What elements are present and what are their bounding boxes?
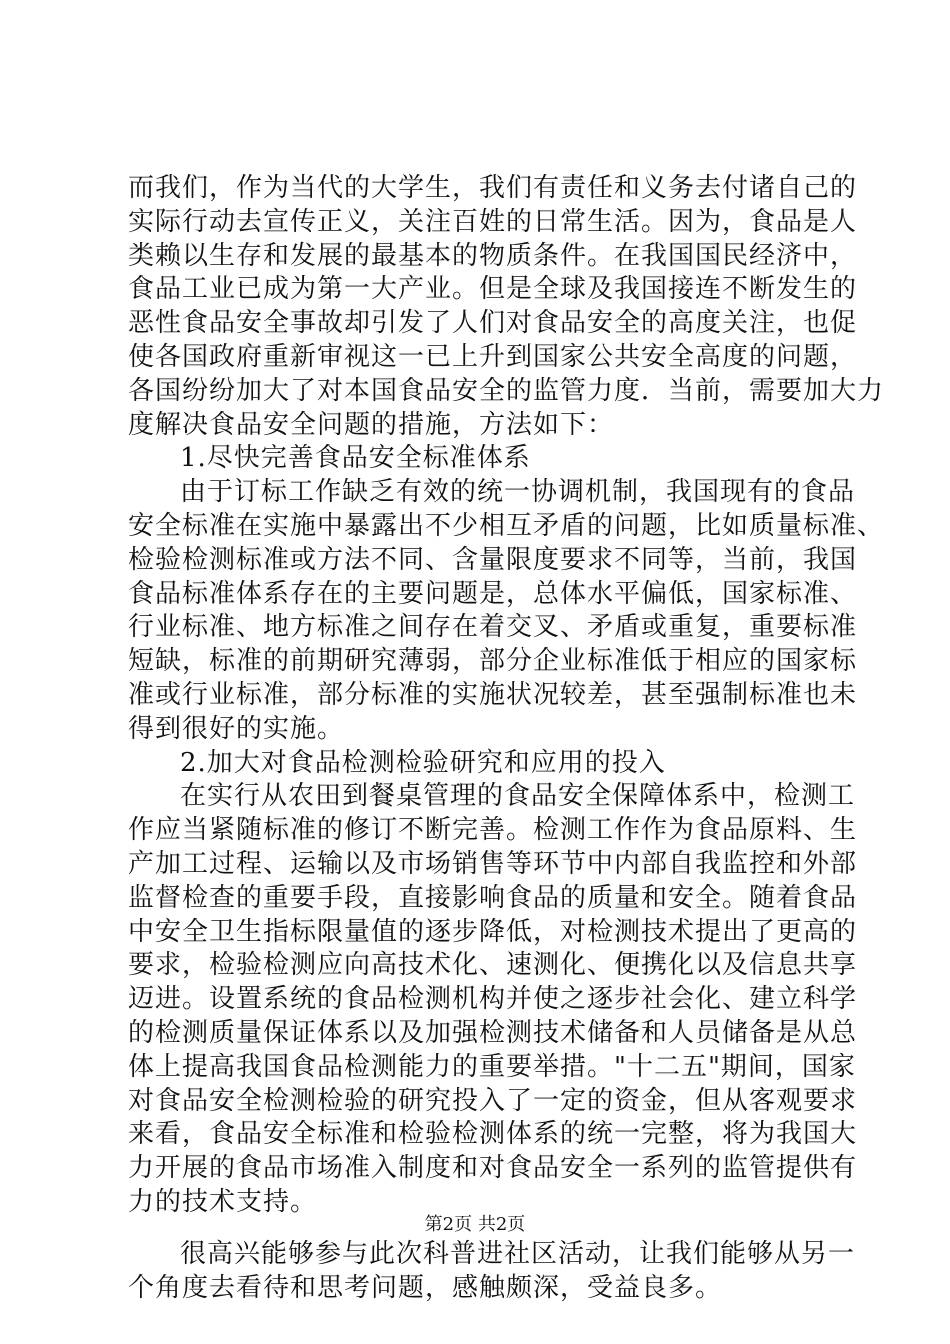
- document-body: [128, 172, 885, 1305]
- paragraph-line: 安全标准在实施中暴露出不少相互矛盾的问题，比如质量标准、: [128, 510, 885, 541]
- paragraph-line: 对食品安全检测检验的研究投入了一定的资金，但从客观要求: [128, 1085, 858, 1116]
- paragraph-line: 来看，食品安全标准和检验检测体系的统一完整，将为我国大: [128, 1119, 858, 1150]
- paragraph-line: 迈进。设置系统的食品检测机构并使之逐步社会化、建立科学: [128, 984, 858, 1015]
- intro-line: 使各国政府重新审视这一已上升到国家公共安全高度的问题，: [128, 341, 858, 372]
- paragraph-line: 力的技术支持。: [128, 1186, 318, 1217]
- section-heading: 1.尽快完善食品安全标准体系: [180, 443, 531, 474]
- conclusion-line: 很高兴能够参与此次科普进社区活动，让我们能够从另一: [180, 1238, 856, 1269]
- intro-line: 食品工业已成为第一大产业。但是全球及我国接连不断发生的: [128, 274, 858, 305]
- paragraph-line: 检验检测标准或方法不同、含量限度要求不同等，当前，我国: [128, 544, 858, 575]
- intro-line: 各国纷纷加大了对本国食品安全的监管力度．当前，需要加大力: [128, 375, 885, 406]
- paragraph-line: 体上提高我国食品检测能力的重要举措。"十二五"期间，国家: [128, 1051, 856, 1082]
- page-number-footer: 第2页 共2页: [424, 1214, 526, 1235]
- paragraph-line: 行业标准、地方标准之间存在着交叉、矛盾或重复，重要标准: [128, 612, 858, 643]
- intro-line: 类赖以生存和发展的最基本的物质条件。在我国国民经济中，: [128, 240, 858, 271]
- paragraph-line: 短缺，标准的前期研究薄弱，部分企业标准低于相应的国家标: [128, 646, 858, 677]
- intro-line: 实际行动去宣传正义，关注百姓的日常生活。因为，食品是人: [128, 206, 858, 237]
- paragraph-line: 监督检查的重要手段，直接影响食品的质量和安全。随着食品: [128, 882, 858, 913]
- paragraph-line: 中安全卫生指标限量值的逐步降低，对检测技术提出了更高的: [128, 916, 858, 947]
- section-heading: 2.加大对食品检测检验研究和应用的投入: [180, 747, 666, 778]
- paragraph-line: 要求，检验检测应向高技术化、速测化、便携化以及信息共享: [128, 950, 858, 981]
- paragraph-line: 食品标准体系存在的主要问题是，总体水平偏低，国家标准、: [128, 578, 858, 609]
- paragraph-line: 得到很好的实施。: [128, 713, 345, 744]
- paragraph-line: 产加工过程、运输以及市场销售等环节中内部自我监控和外部: [128, 848, 858, 879]
- paragraph-line: 在实行从农田到餐桌管理的食品安全保障体系中，检测工: [180, 781, 856, 812]
- paragraph-line: 准或行业标准，部分标准的实施状况较差，甚至强制标准也未: [128, 679, 858, 710]
- paragraph-line: 的检测质量保证体系以及加强检测技术储备和人员储备是从总: [128, 1017, 858, 1048]
- paragraph-line: 力开展的食品市场准入制度和对食品安全一系列的监管提供有: [128, 1153, 858, 1184]
- intro-line: 恶性食品安全事故却引发了人们对食品安全的高度关注，也促: [128, 308, 858, 339]
- intro-line: 而我们，作为当代的大学生，我们有责任和义务去付诸自己的: [128, 173, 858, 203]
- intro-line: 度解决食品安全问题的措施，方法如下：: [128, 409, 615, 440]
- paragraph-line: 由于订标工作缺乏有效的统一协调机制，我国现有的食品: [180, 477, 856, 508]
- paragraph-line: 作应当紧随标准的修订不断完善。检测工作作为食品原料、生: [128, 815, 858, 846]
- conclusion-line: 个角度去看待和思考问题，感触颇深，受益良多。: [128, 1272, 723, 1303]
